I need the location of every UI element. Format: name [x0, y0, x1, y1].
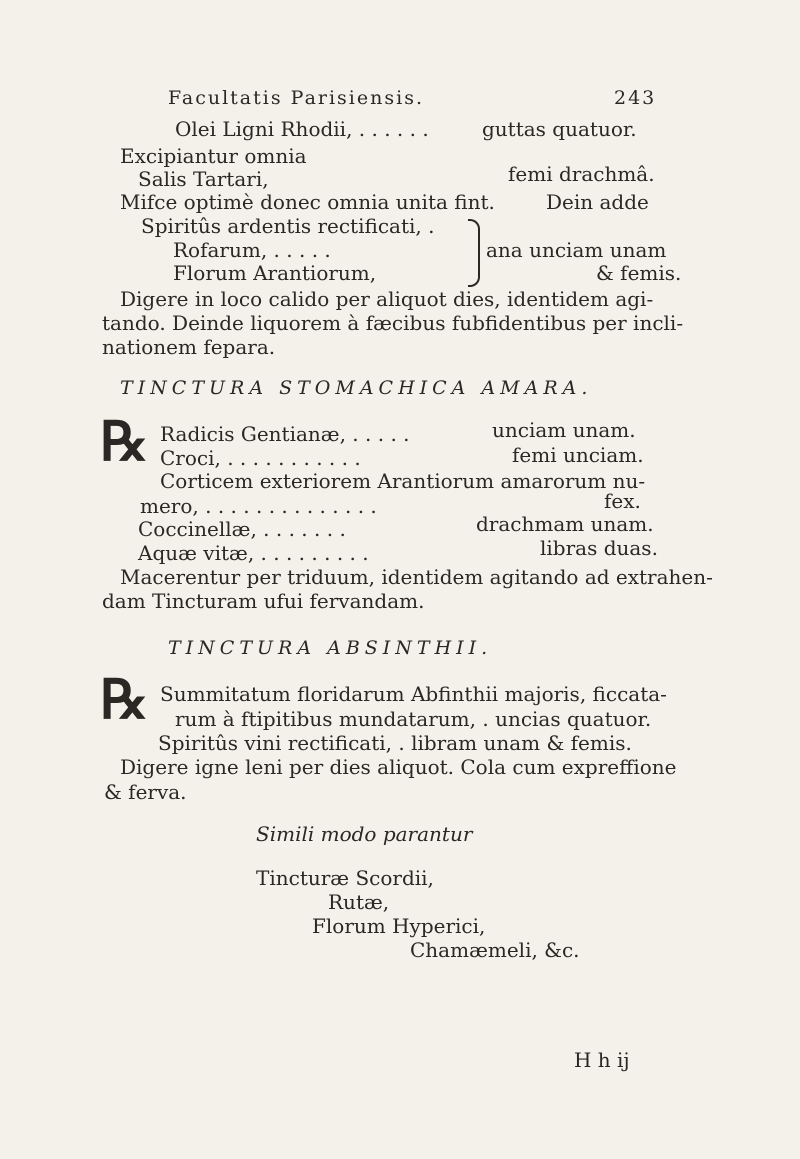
paragraph-line: Digere in loco calido per aliquot dies, identidem agi- [120, 287, 654, 311]
recipe-ingredient: mero, . . . . . . . . . . . . . . [140, 494, 377, 518]
recipe-line: rum à ftipitibus mundatarum, . uncias quatuor. [175, 707, 652, 731]
section-subtitle: Simili modo parantur [256, 822, 473, 846]
recipe-ingredient: Radicis Gentianæ, . . . . . [160, 422, 410, 446]
recipe-line: Salis Tartari, [138, 167, 269, 191]
paragraph-line: Macerentur per triduum, identidem agitando ad extrahen- [120, 565, 713, 589]
recipe-line: Dein adde [546, 190, 649, 214]
recipe-line: Summitatum floridarum Abfinthii majoris, ficcata- [160, 682, 667, 706]
recipe-line: Olei Ligni Rhodii, . . . . . . [175, 117, 429, 141]
recipe-quantity: & femis. [596, 261, 682, 285]
recipe-ingredient: Croci, . . . . . . . . . . . [160, 446, 361, 470]
recipe-ingredient: Rofarum, . . . . . [173, 238, 331, 262]
recipe-ingredient: Aquæ vitæ, . . . . . . . . . [138, 541, 369, 565]
recipe-ingredient: Coccinellæ, . . . . . . . [138, 517, 346, 541]
list-item: Chamæmeli, &c. [410, 938, 580, 962]
recipe-quantity: drachmam unam. [476, 512, 654, 536]
list-item: Florum Hyperici, [312, 914, 486, 938]
recipe-symbol: ℞ [100, 409, 149, 473]
recipe-quantity: ana unciam unam [486, 238, 667, 262]
list-item: Tincturæ Scordii, [256, 866, 434, 890]
list-item: Rutæ, [328, 890, 390, 914]
recipe-quantity: libras duas. [540, 536, 658, 560]
running-title: Facultatis Parisiensis. [168, 87, 424, 109]
paragraph-line: & ferva. [104, 780, 187, 804]
signature-mark: H h ij [574, 1048, 630, 1072]
brace [468, 219, 480, 287]
recipe-line: Spiritûs vini rectificati, . libram unam & femis. [158, 731, 632, 755]
paragraph-line: tando. Deinde liquorem à fæcibus fubfidentibus per incli- [102, 311, 684, 335]
recipe-ingredient: Corticem exteriorem Arantiorum amarorum nu- [160, 469, 646, 493]
paragraph-line: nationem fepara. [102, 335, 276, 359]
recipe-line: Mifce optimè donec omnia unita fint. [120, 190, 495, 214]
recipe-quantity: unciam unam. [492, 418, 636, 442]
recipe-quantity: fex. [604, 489, 641, 513]
page-number: 243 [614, 87, 657, 109]
recipe-symbol: ℞ [100, 667, 149, 731]
recipe-quantity: femi unciam. [512, 443, 644, 467]
recipe-line: Excipiantur omnia [120, 144, 307, 168]
section-title: TINCTURA ABSINTHII. [168, 637, 493, 659]
recipe-quantity: femi drachmâ. [508, 162, 655, 186]
recipe-quantity: guttas quatuor. [482, 117, 637, 141]
section-title: TINCTURA STOMACHICA AMARA. [120, 377, 593, 399]
recipe-ingredient: Spiritûs ardentis rectificati, . [141, 214, 435, 238]
paragraph-line: dam Tincturam ufui fervandam. [102, 589, 425, 613]
recipe-ingredient: Florum Arantiorum, [173, 261, 377, 285]
paragraph-line: Digere igne leni per dies aliquot. Cola cum expreffione [120, 755, 677, 779]
